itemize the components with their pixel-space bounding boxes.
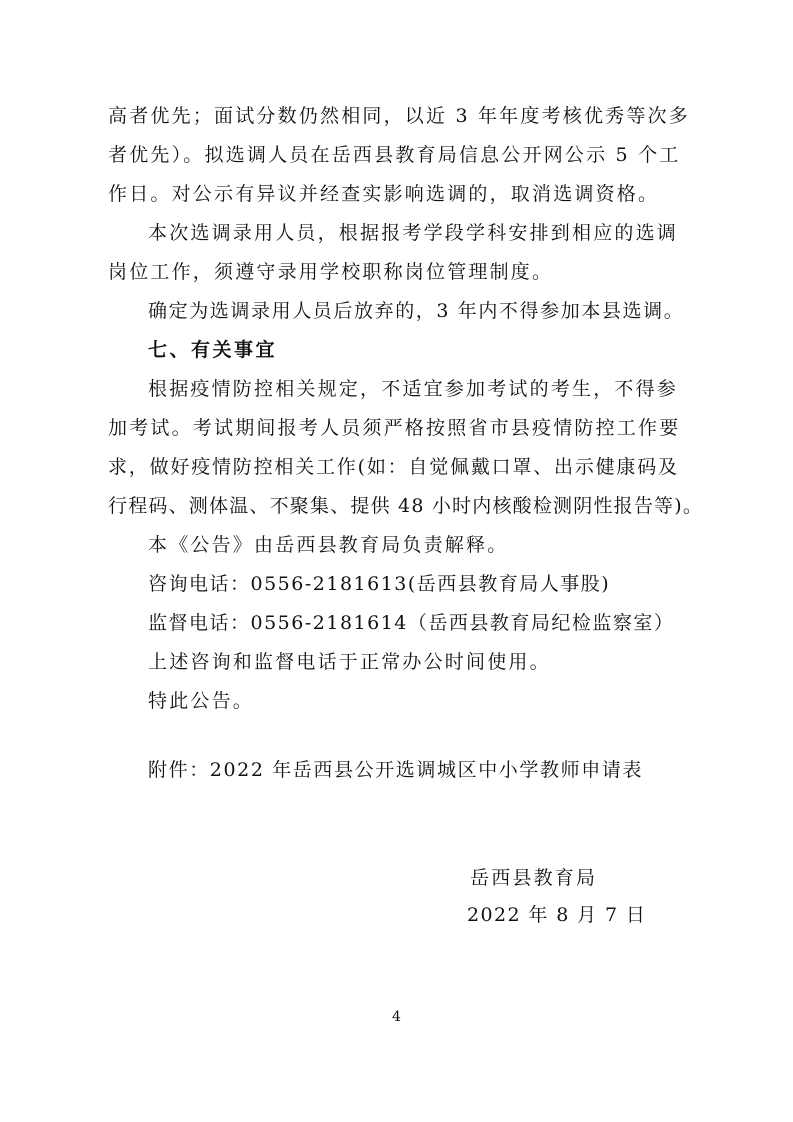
body-text-line: 本《公告》由岳西县教育局负责解释。 [148,534,509,556]
body-text-line: 作日。对公示有异议并经查实影响选调的，取消选调资格。 [108,183,660,205]
body-text-line: 加考试。考试期间报考人员须严格按照省市县疫情防控工作要 [108,417,681,439]
body-text-line: 本次选调录用人员，根据报考学段学科安排到相应的选调 [148,222,679,244]
section-heading: 七、有关事宜 [148,339,278,361]
body-text-line: 根据疫情防控相关规定，不适宜参加考试的考生，不得参 [148,378,679,400]
supervision-phone-line: 监督电话：0556-2181614（岳西县教育局纪检监察室） [148,612,675,634]
body-text-line: 者优先）。拟选调人员在岳西县教育局信息公开网公示 5 个工 [108,144,681,166]
attachment-line: 附件：2022 年岳西县公开选调城区中小学教师申请表 [148,759,643,781]
body-text-line: 确定为选调录用人员后放弃的，3 年内不得参加本县选调。 [148,300,685,322]
body-text-line: 行程码、测体温、不聚集、提供 48 小时内核酸检测阴性报告等)。 [108,495,704,517]
body-text-line: 特此公告。 [148,690,255,712]
signature-organization: 岳西县教育局 [470,867,598,889]
contact-phone-line: 咨询电话：0556-2181613(岳西县教育局人事股) [148,573,611,595]
body-text-line: 求，做好疫情防控相关工作(如：自觉佩戴口罩、出示健康码及 [108,456,679,478]
page-number: 4 [392,1009,401,1025]
signature-date: 2022 年 8 月 7 日 [467,904,647,926]
body-text-line: 高者优先；面试分数仍然相同，以近 3 年年度考核优秀等次多 [108,105,690,127]
body-text-line: 岗位工作，须遵守录用学校职称岗位管理制度。 [108,261,554,283]
body-text-line: 上述咨询和监督电话于正常办公时间使用。 [148,651,551,673]
